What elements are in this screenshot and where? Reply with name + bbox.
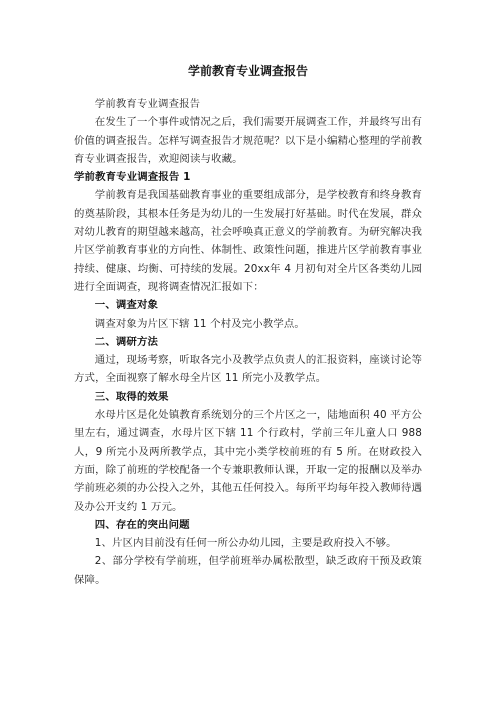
document-body (74, 95, 422, 589)
report-paragraph: 学前教育是我国基础教育事业的重要组成部分，是学校教育和终身教育的奠基阶段，其根本任务是为幼儿的一生发展打好基础。时代在发展，群众对幼儿教育的期望越来越高，社会呼唤真正意义的学前教育。为研究解决我片区学前教育事业的方向性、体制性、政策性问题，推进片区学前教育事业持续、健康、均衡、可持续的发展。20xx年 4 月初旬对全片区各类幼儿园进行全面调查，现将调查情况汇报如下： (74, 189, 422, 293)
section-3-paragraph-1: 水母片区是化处镇教育系统划分的三个片区之一，陆地面积 40 平方公里左右，通过调查，水母片区下辖 11 个行政村，学前三年儿童人口 988 人，9 所完小及两所教学点，其中完小类学校前班的有 5 所。在财政投入方面，除了前班的学校配备一个专兼职教师认课，开取一定的报酬以及举办学前班必须的办公投入之外，其他五任何投入。每所平均每年投入教师待遇及办公开支约 1 万元。 (74, 409, 422, 513)
intro-paragraph: 在发生了一个事件或情况之后，我们需要开展调查工作，并最终写出有价值的调查报告。怎样写调查报告才规范呢？以下是小编精心整理的学前教育专业调查报告，欢迎阅读与收藏。 (74, 116, 422, 165)
section-4-paragraph-1: 1、片区内目前没有任何一所公办幼儿园，主要是政府投入不够。 (94, 537, 397, 550)
section-heading-1: 一、调查对象 (94, 299, 159, 312)
section-4-paragraph-2: 2、部分学校有学前班，但学前班举办属松散型，缺乏政府干预及政策保障。 (74, 555, 422, 586)
report-heading: 学前教育专业调查报告 1 (74, 171, 191, 184)
section-2-paragraph-1: 通过，现场考察，听取各完小及教学点负责人的汇报资料，座谈讨论等方式，全面视察了解水母全片区 11 所完小及教学点。 (74, 354, 422, 385)
section-heading-4: 四、存在的突出问题 (94, 518, 190, 531)
section-1-paragraph-1: 调查对象为片区下辖 11 个村及完小教学点。 (94, 317, 305, 330)
section-heading-2: 二、调研方法 (94, 335, 159, 348)
intro-heading: 学前教育专业调查报告 (94, 98, 201, 110)
section-heading-3: 三、取得的效果 (94, 390, 169, 403)
document-title: 学前教育专业调查报告 (187, 64, 308, 78)
